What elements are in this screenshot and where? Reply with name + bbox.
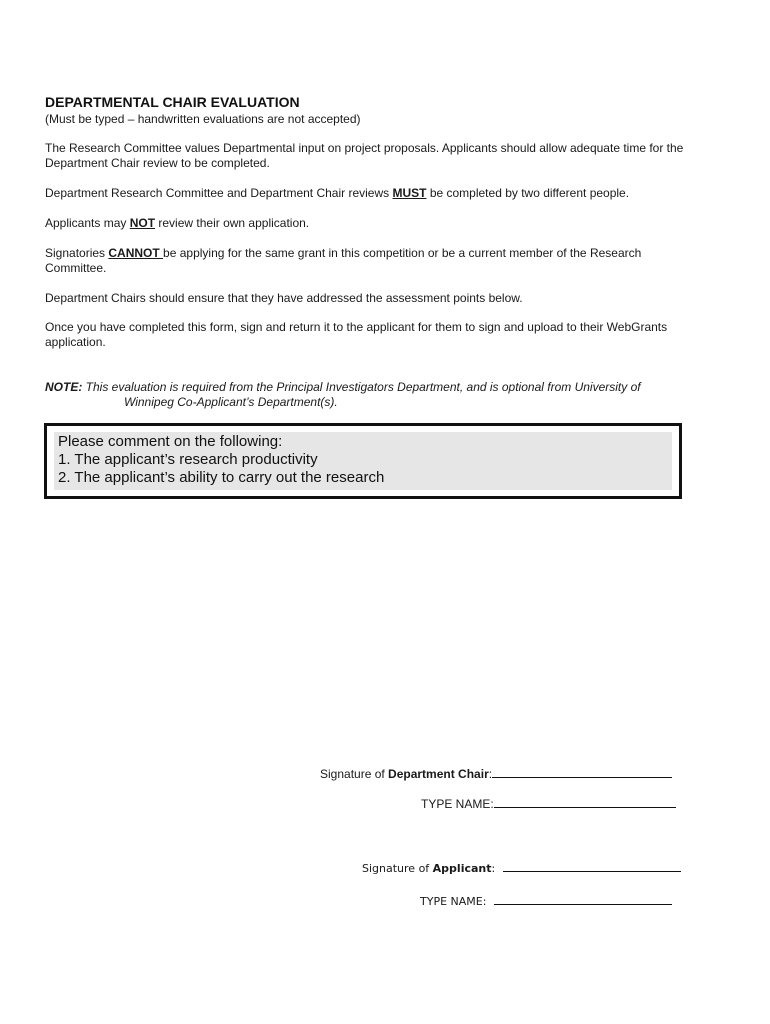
comment-box-heading: Please comment on the following: <box>58 433 283 450</box>
type-name-label: TYPE NAME: <box>421 797 494 811</box>
note-label: NOTE: <box>45 380 83 394</box>
comment-box[interactable] <box>44 423 682 499</box>
applicant-signature-row <box>362 859 681 875</box>
note-text-continued: Winnipeg Co-Applicant’s Department(s). <box>124 395 338 409</box>
note <box>45 380 695 410</box>
emphasis-not: NOT <box>129 216 156 230</box>
signature-colon: : <box>488 767 493 781</box>
signature-colon: : <box>491 862 496 875</box>
signature-label: Signature of <box>320 767 389 781</box>
comment-point-productivity: 1. The applicant’s research productivity <box>58 451 318 468</box>
paragraph-text: be applying for the same grant in this competition or be a current member of the Research Committee. <box>45 246 642 275</box>
note-text: This evaluation is required from the Principal Investigators Department, and is optional from University of <box>82 380 641 394</box>
chair-signature-row <box>320 765 672 781</box>
paragraph-own-application <box>45 216 695 231</box>
signature-role: Department Chair <box>388 767 489 781</box>
emphasis-cannot: CANNOT <box>108 246 164 260</box>
paragraph-assessment-points: Department Chairs should ensure that they have addressed the assessment points below. <box>45 291 523 305</box>
paragraph-text: Signatories <box>45 246 109 260</box>
comment-point-ability: 2. The applicant’s ability to carry out the research <box>58 469 385 486</box>
signature-role: Applicant <box>432 862 492 875</box>
chair-name-line[interactable] <box>494 795 676 808</box>
paragraph-text: Applicants may <box>45 216 130 230</box>
paragraph-signatories <box>45 246 695 276</box>
paragraph-text: review their own application. <box>155 216 310 230</box>
page-title: DEPARTMENTAL CHAIR EVALUATION <box>45 94 300 110</box>
paragraph-text: be completed by two different people. <box>426 186 630 200</box>
paragraph-sign-and-return: Once you have completed this form, sign and return it to the applicant for them to sign and upload to their WebGrants application. <box>45 320 668 349</box>
chair-name-row <box>421 795 676 811</box>
paragraph-review-time: The Research Committee values Departmental input on project proposals. Applicants should allow adequate time for the Department Chair review to be completed. <box>45 141 684 170</box>
chair-signature-line[interactable] <box>492 765 672 778</box>
comment-box-shaded <box>54 432 672 490</box>
signature-label: Signature of <box>362 862 433 875</box>
applicant-name-row <box>420 892 672 908</box>
emphasis-must: MUST <box>392 186 427 200</box>
paragraph-different-people <box>45 186 695 201</box>
page-subtitle: (Must be typed – handwritten evaluations are not accepted) <box>45 112 361 126</box>
applicant-name-line[interactable] <box>494 892 672 905</box>
paragraph-text: Department Research Committee and Department Chair reviews <box>45 186 393 200</box>
type-name-label: TYPE NAME: <box>420 895 487 908</box>
applicant-signature-line[interactable] <box>503 859 681 872</box>
